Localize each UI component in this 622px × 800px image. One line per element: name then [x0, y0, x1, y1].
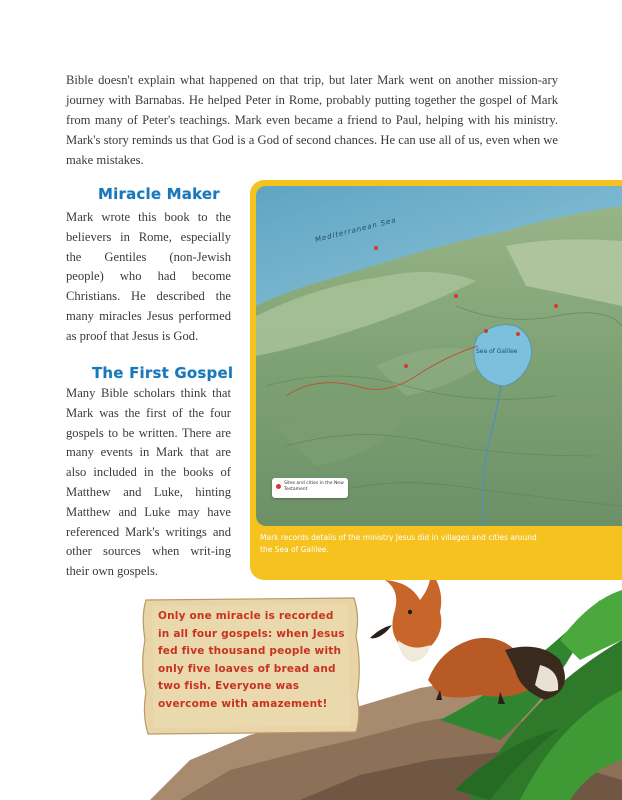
miracle-maker-heading: Miracle Maker: [98, 185, 220, 203]
legend-text: Sites and cities in the New Testament: [284, 481, 344, 492]
map-image: [256, 186, 622, 526]
map-frame: [250, 180, 622, 580]
lake-label: Sea of Galilee: [476, 348, 518, 355]
miracle-maker-body: Mark wrote this book to the believers in Rome, especially the Gentiles (non-Jewish people) who had become Christians. He described the many miracles Jesus performed as proof that Jesus is God.: [66, 210, 231, 343]
fox-icon: [370, 570, 565, 704]
pin-icon: [276, 484, 281, 489]
intro-paragraph: Bible doesn't explain what happened on that trip, but later Mark went on another mission-ary journey with Barnabas. He helped Peter in Rome, probably putting together the gospel of Mark from many of Peter's teachings. Mark even became a friend to Paul, helping with his ministry. Mark's story reminds us that God is a God of second chances. He can use all of us, even when we make mistakes.: [66, 73, 558, 167]
map-caption: Mark records details of the ministry Jesus did in villages and cities around the Sea of Galilee.: [260, 533, 537, 554]
first-gospel-body: Many Bible scholars think that Mark was the first of the four gospels to be written. There are many events in Mark that are also included in the books of Matthew and Luke, hinting Matthew and Luke may have referenced Mark's writings and other sources when writ-ing their own gospels.: [66, 386, 231, 579]
sea-label: Mediterranean Sea: [314, 216, 398, 244]
map-legend: [272, 478, 348, 498]
callout-text: Only one miracle is recorded in all four gospels: when Jesus fed five thousand people with only five loaves of bread and two fish. Everyone was overcome with amazement!: [158, 610, 345, 710]
callout-note: [140, 596, 362, 736]
first-gospel-heading: The First Gospel: [92, 364, 234, 382]
